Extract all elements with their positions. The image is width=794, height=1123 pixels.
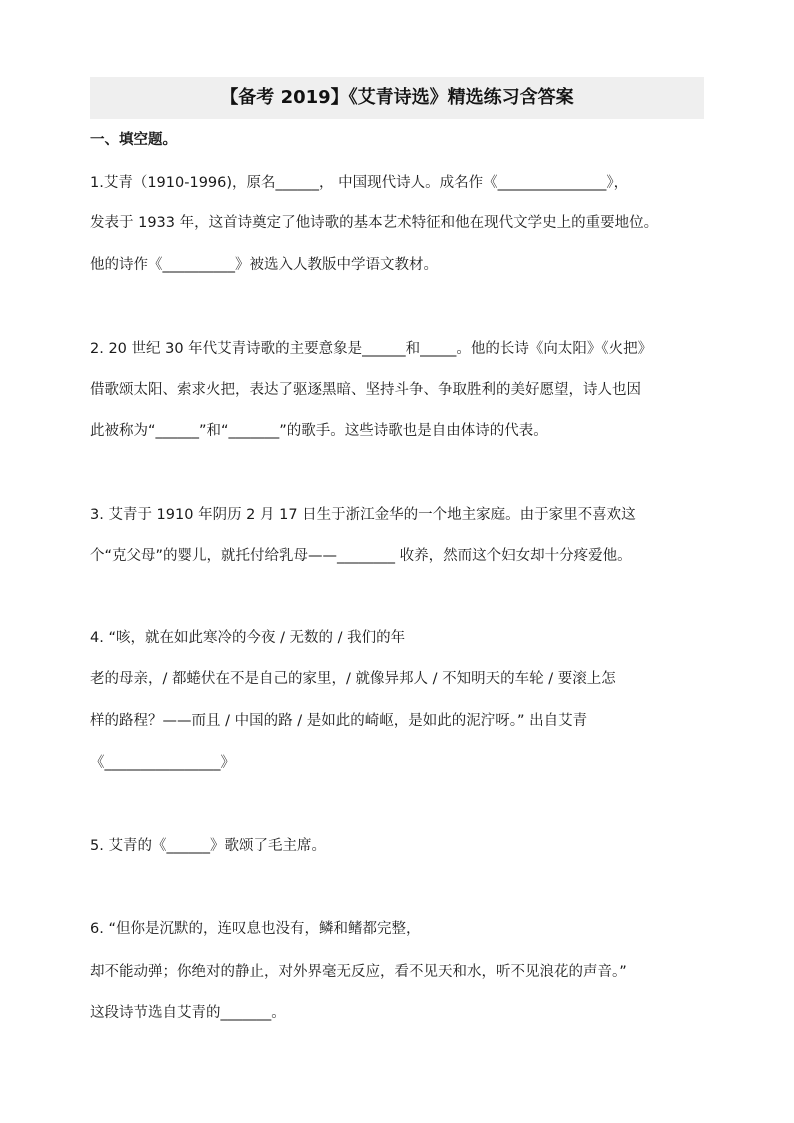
q4-line-3: 样的路程？——而且 / 中国的路 / 是如此的崎岖，是如此的泥泞呀。” 出自艾青 bbox=[90, 713, 588, 729]
q4-line-1: 4. “咳，就在如此寒冷的今夜 / 无数的 / 我们的年 bbox=[90, 630, 406, 646]
q2-line-2: 借歌颂太阳、索求火把，表达了驱逐黑暗、坚持斗争、争取胜利的美好愿望，诗人也因 bbox=[90, 382, 641, 398]
q1-line-1: 1.艾青（1910-1996)，原名______， 中国现代诗人。成名作《_______________》， bbox=[90, 175, 629, 191]
q1-line-3: 他的诗作《__________》被选入人教版中学语文教材。 bbox=[90, 257, 438, 273]
section-heading: 一、填空题。 bbox=[90, 132, 177, 148]
q4-line-2: 老的母亲，/ 都蜷伏在不是自己的家里，/ 就像异邦人 / 不知明天的车轮 / 要滚上怎 bbox=[90, 671, 616, 687]
q4-line-4: 《________________》 bbox=[90, 755, 235, 771]
q3-line-1: 3. 艾青于 1910 年阴历 2 月 17 日生于浙江金华的一个地主家庭。由于家里不喜欢这 bbox=[90, 507, 636, 523]
q1-line-2: 发表于 1933 年，这首诗奠定了他诗歌的基本艺术特征和他在现代文学史上的重要地位。 bbox=[90, 215, 659, 231]
q2-line-1: 2. 20 世纪 30 年代艾青诗歌的主要意象是______和_____。他的长诗《向太阳》《火把》 bbox=[90, 341, 653, 357]
q6-line-3: 这段诗节选自艾青的_______。 bbox=[90, 1005, 286, 1021]
q5-line-1: 5. 艾青的《______》歌颂了毛主席。 bbox=[90, 838, 326, 854]
document-title: 【备考 2019】《艾青诗选》精选练习含答案 bbox=[90, 77, 704, 119]
q2-line-3: 此被称为“______”和“_______”的歌手。这些诗歌也是自由体诗的代表。 bbox=[90, 423, 548, 439]
q6-line-2: 却不能动弹；你绝对的静止，对外界毫无反应，看不见天和水，听不见浪花的声音。” bbox=[90, 964, 627, 980]
q3-line-2: 个“克父母”的婴儿，就托付给乳母——________ 收养，然而这个妇女却十分疼爱他。 bbox=[90, 548, 632, 564]
q6-line-1: 6. “但你是沉默的，连叹息也没有，鳞和鳍都完整， bbox=[90, 921, 421, 937]
